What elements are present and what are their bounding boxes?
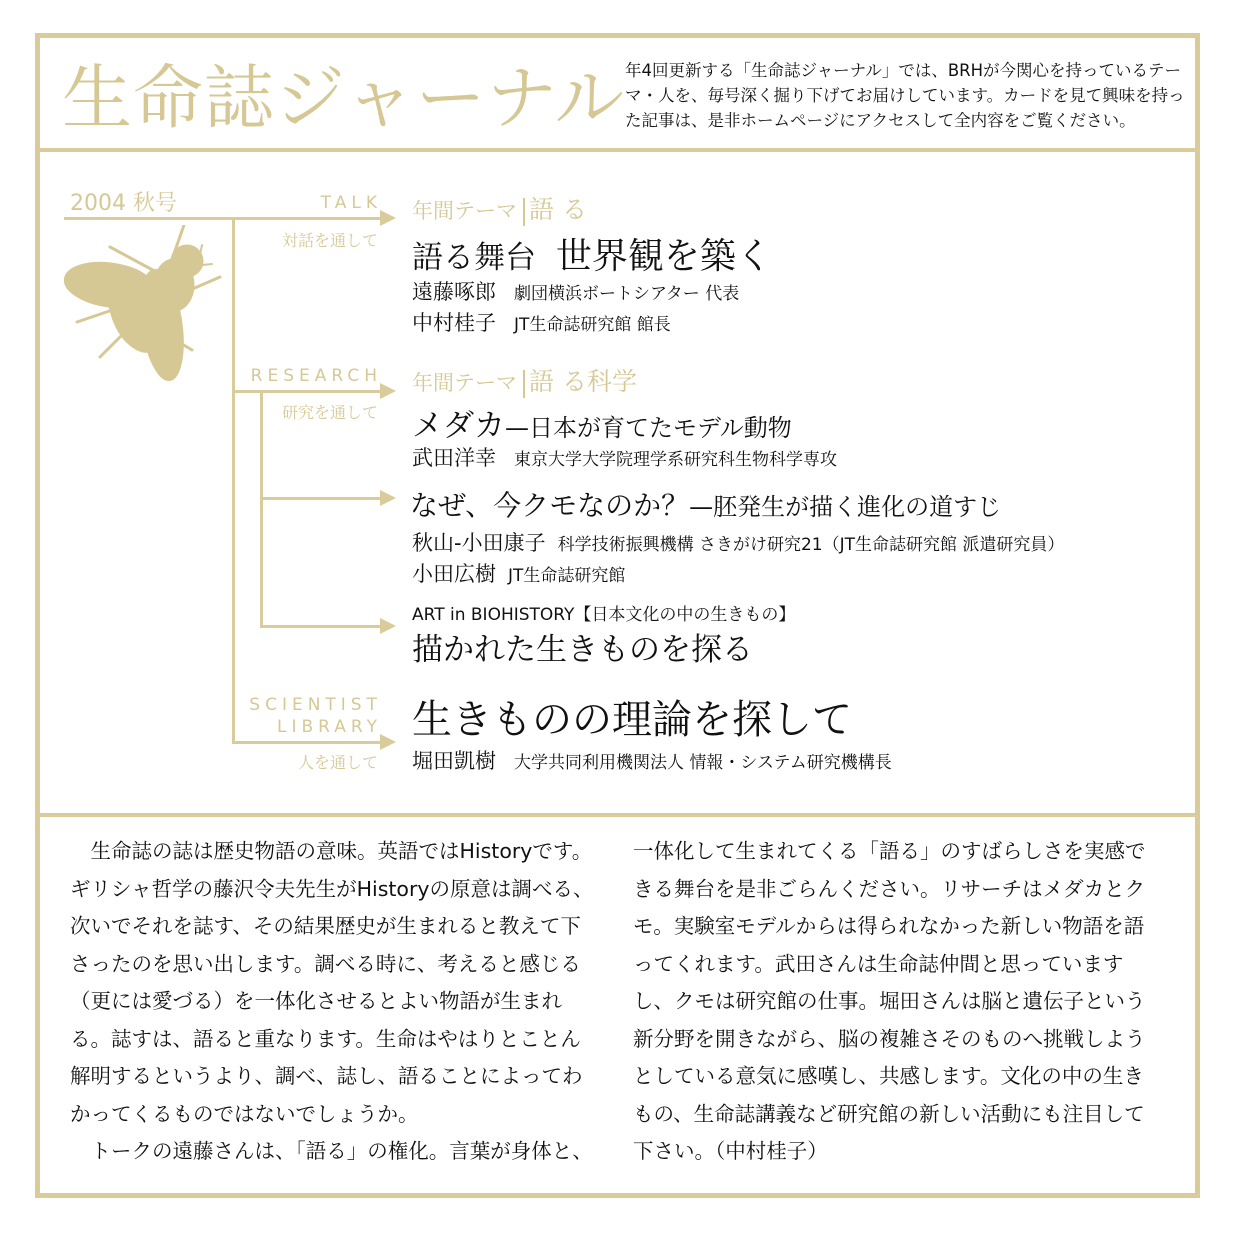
body-right-column bbox=[633, 833, 1163, 1171]
person-name: 小田広樹 bbox=[412, 562, 496, 586]
person-affiliation: 大学共同利用機関法人 情報・システム研究機構長 bbox=[514, 753, 892, 773]
spider-line bbox=[260, 497, 382, 500]
body-paragraph: トークの遠藤さんは、「語る」の権化。言葉が身体と、 bbox=[90, 1139, 593, 1163]
talk-via: 対話を通して bbox=[281, 231, 378, 250]
article-title-sub: —胚発生が描く進化の道すじ bbox=[689, 493, 1002, 521]
timeline-main-line bbox=[64, 217, 382, 220]
article-title-main: メダカ bbox=[412, 408, 505, 444]
library-category-line1: SCIENTIST bbox=[249, 695, 382, 715]
library-headline: 生きものの理論を探して bbox=[412, 697, 852, 743]
talk-person-2 bbox=[412, 307, 671, 337]
body-paragraph: 一体化して生まれてくる「語る」のすばらしさを実感できる舞台を是非ごらんください。リサーチはメダカとクモ。実験室モデルからは得られなかった新しい物語を語ってくれます。武田さんは生命誌仲間と思っていますし、クモは研究館の仕事。堀田さんは脳と遺伝子という新分野を開きながら、脳の複雑さそのものへ挑戦しようとしている意気に感嘆し、共感します。文化の中の生きもの、生命誌講義など研究館の新しい活動にも注目して下さい。（中村桂子） bbox=[633, 839, 1146, 1163]
article-spider-person-2 bbox=[412, 558, 625, 588]
talk-theme-value: 語 る bbox=[529, 195, 587, 224]
talk-headline-main: 世界観を築く bbox=[555, 236, 772, 277]
talk-theme-label: 年間テーマ bbox=[412, 199, 517, 223]
art-title: 描かれた生きものを探る bbox=[412, 632, 753, 668]
research-theme-value: 語 る科学 bbox=[529, 367, 637, 396]
person-name: 武田洋幸 bbox=[412, 446, 496, 470]
person-name: 堀田凱樹 bbox=[412, 749, 496, 773]
person-affiliation: JT生命誌研究館 館長 bbox=[514, 315, 671, 335]
research-theme-label: 年間テーマ bbox=[412, 371, 517, 395]
research-trunk bbox=[260, 390, 263, 628]
talk-person-1 bbox=[412, 276, 739, 306]
body-left-column bbox=[70, 833, 600, 1171]
theme-divider bbox=[523, 370, 525, 398]
library-via: 人を通して bbox=[297, 753, 378, 772]
research-line bbox=[232, 390, 382, 393]
page-title: 生命誌ジャーナル bbox=[62, 57, 626, 139]
article-spider-person-1 bbox=[412, 527, 1064, 557]
article-title-main: なぜ、今クモなのか？ bbox=[410, 489, 690, 522]
body-divider bbox=[40, 813, 1195, 817]
article-spider-title bbox=[410, 484, 1001, 524]
issue-label: 2004 秋号 bbox=[70, 191, 177, 216]
article-medaka-title bbox=[412, 400, 792, 445]
talk-headline-prefix: 語る舞台 bbox=[412, 240, 536, 276]
arrow-research-icon bbox=[380, 383, 396, 399]
person-affiliation: 科学技術振興機構 さきがけ研究21（JT生命誌研究館 派遣研究員） bbox=[557, 535, 1065, 555]
article-title-sub: —日本が育てたモデル動物 bbox=[505, 414, 792, 442]
arrow-art-icon bbox=[380, 618, 396, 634]
research-category: RESEARCH bbox=[250, 366, 382, 386]
person-name: 中村桂子 bbox=[412, 311, 496, 335]
library-category bbox=[240, 694, 382, 738]
arrow-spider-icon bbox=[380, 490, 396, 506]
library-person bbox=[412, 745, 892, 775]
research-via: 研究を通して bbox=[281, 403, 378, 422]
arrow-library-icon bbox=[380, 734, 396, 750]
arrow-talk-icon bbox=[380, 210, 396, 226]
talk-theme bbox=[412, 190, 587, 226]
person-name: 遠藤啄郎 bbox=[412, 280, 496, 304]
talk-category: TALK bbox=[320, 193, 382, 213]
art-line bbox=[260, 625, 382, 628]
fruit-fly-icon bbox=[62, 225, 237, 385]
body-paragraph: 生命誌の誌は歴史物語の意味。英語ではHistoryです。ギリシャ哲学の藤沢令夫先生がHistoryの原意は調べる、次いでそれを誌す、その結果歴史が生まれると教えて下さったのを思い出します。調べる時に、考えると感じる（更には愛づる）を一体化させるとよい物語が生まれる。誌すは、語ると重なります。生命はやはりとことん解明するというより、調べ、誌し、語ることによってわかってくるものではないでしょうか。 bbox=[70, 839, 594, 1126]
header-divider bbox=[40, 148, 1195, 152]
library-category-line2: LIBRARY bbox=[276, 717, 382, 737]
person-affiliation: 劇団横浜ボートシアター 代表 bbox=[514, 284, 740, 304]
theme-divider bbox=[523, 198, 525, 226]
person-affiliation: 東京大学大学院理学系研究科生物科学専攻 bbox=[514, 450, 837, 470]
art-kicker: ART in BIOHISTORY【日本文化の中の生きもの】 bbox=[412, 605, 796, 625]
library-line bbox=[232, 741, 382, 744]
person-name: 秋山-小田康子 bbox=[412, 531, 546, 555]
intro-text: 年4回更新する「生命誌ジャーナル」では、BRHが今関心を持っているテーマ・人を、毎号深く掘り下げてお届けしています。カードを見て興味を持った記事は、是非ホームページにアクセスして全内容をご覧ください。 bbox=[625, 61, 1185, 130]
article-medaka-person bbox=[412, 442, 837, 472]
talk-headline bbox=[412, 228, 772, 279]
person-affiliation: JT生命誌研究館 bbox=[508, 566, 626, 586]
research-theme bbox=[412, 362, 637, 398]
